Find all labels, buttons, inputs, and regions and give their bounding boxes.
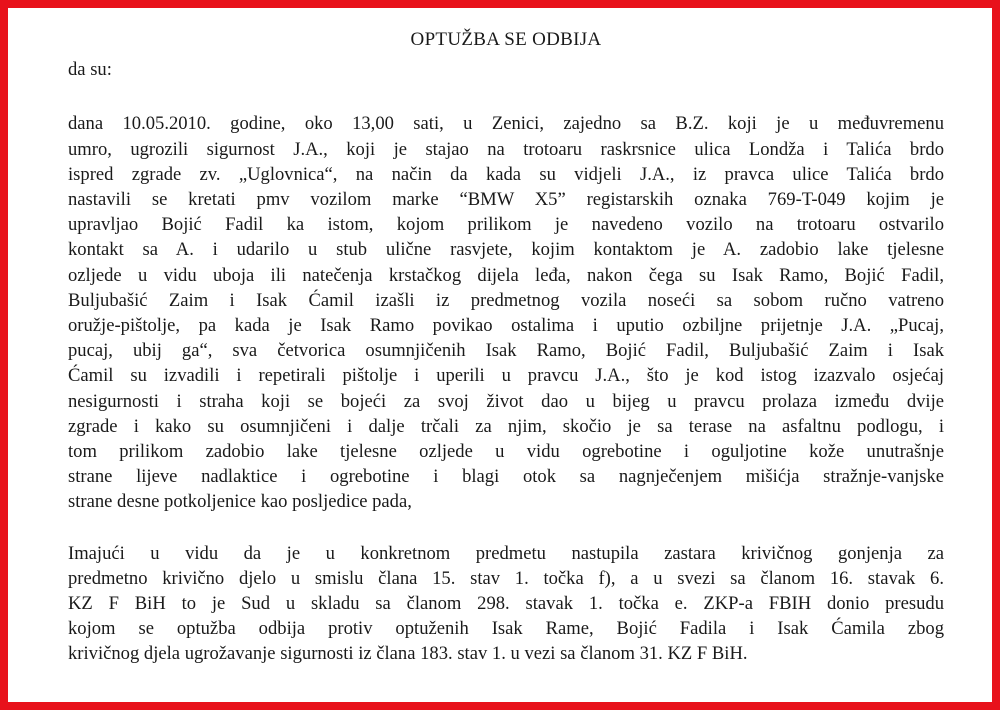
paragraph-line: Buljubašić Zaim i Isak Ćamil izašli iz predmetnog vozila noseći sa sobom ručno vatreno <box>68 289 944 311</box>
paragraph-line: dana 10.05.2010. godine, oko 13,00 sati, u Zenici, zajedno sa B.Z. koji je u međuvremenu <box>68 113 944 135</box>
paragraph-line: kontakt sa A. i udarilo u stub ulične rasvjete, kojim kontaktom je A. zadobio lake tjelesne <box>68 239 944 261</box>
paragraph-line: Ćamil su izvadili i repetirali pištolje i uperili u pravcu J.A., što je kod istog izazvalo osjećaj <box>68 365 944 387</box>
paragraph-line: upravljao Bojić Fadil ka istom, kojom prilikom je navedeno vozilo na trotoaru ostvarilo <box>68 214 944 236</box>
paragraph-line: kojom se optužba odbija protiv optuženih Isak Rame, Bojić Fadila i Isak Ćamila zbog <box>68 618 944 640</box>
paragraph-line: oružje-pištolje, pa kada je Isak Ramo povikao ostalima i uputio ozbiljne prijetnje J.A. „Pucaj, <box>68 315 944 337</box>
paragraph-line: Imajući u vidu da je u konkretnom predmetu nastupila zastara krivičnog gonjenja za <box>68 542 944 564</box>
paragraph-line: pucaj, ubij ga“, sva četvorica osumnjičenih Isak Ramo, Bojić Fadil, Buljubašić Zaim i Isak <box>68 340 944 362</box>
paragraph-line: ozljede u vidu uboja ili natečenja krstačkog dijela leđa, nakon čega su Isak Ramo, Bojić Fadil, <box>68 264 944 286</box>
paragraph-line: ispred zgrade zv. „Uglovnica“, na način da kada su vidjeli J.A., iz pravca ulice Talića brdo <box>68 163 944 185</box>
paragraph-line: strane lijeve nadlaktice i ogrebotine i blagi otok sa nagnječenjem mišićja stražnje-vanjske <box>68 466 944 488</box>
paragraph-line: umro, ugrozili sigurnost J.A., koji je stajao na trotoaru raskrsnice ulica Londža i Talića brdo <box>68 138 944 160</box>
document-lead: da su: <box>68 59 112 81</box>
paragraph-line: KZ F BiH to je Sud u skladu sa članom 298. stavak 1. točka e. ZKP-a FBIH donio presudu <box>68 593 944 615</box>
document-title: OPTUŽBA SE ODBIJA <box>410 29 602 50</box>
paragraph-charges <box>68 111 944 514</box>
paragraph-line: predmetno krivično djelo u smislu člana 15. stav 1. točka f), a u svezi sa članom 16. stavak 6. <box>68 567 944 589</box>
document-body <box>68 22 944 667</box>
paragraph-line: krivičnog djela ugrožavanje sigurnosti iz člana 183. stav 1. u vezi sa članom 31. KZ F BiH. <box>68 643 748 665</box>
paragraph-line: nesigurnosti i straha koji se bojeći za svoj život dao u bijeg u pravcu prolaza između dvije <box>68 390 944 412</box>
paragraph-line: zgrade i kako su osumnjičeni i dalje trčali za njim, skočio je sa terase na asfaltnu podlogu, i <box>68 415 944 437</box>
paragraph-line: strane desne potkoljenice kao posljedice pada, <box>68 491 412 513</box>
paragraph-ruling <box>68 541 944 667</box>
paragraph-line: nastavili se kretati pmv vozilom marke “BMW X5” registarskih oznaka 769-T-049 kojim je <box>68 189 944 211</box>
paragraph-line: tom prilikom zadobio lake tjelesne ozljede u vidu ogrebotine i oguljotine kože unutrašnje <box>68 441 944 463</box>
